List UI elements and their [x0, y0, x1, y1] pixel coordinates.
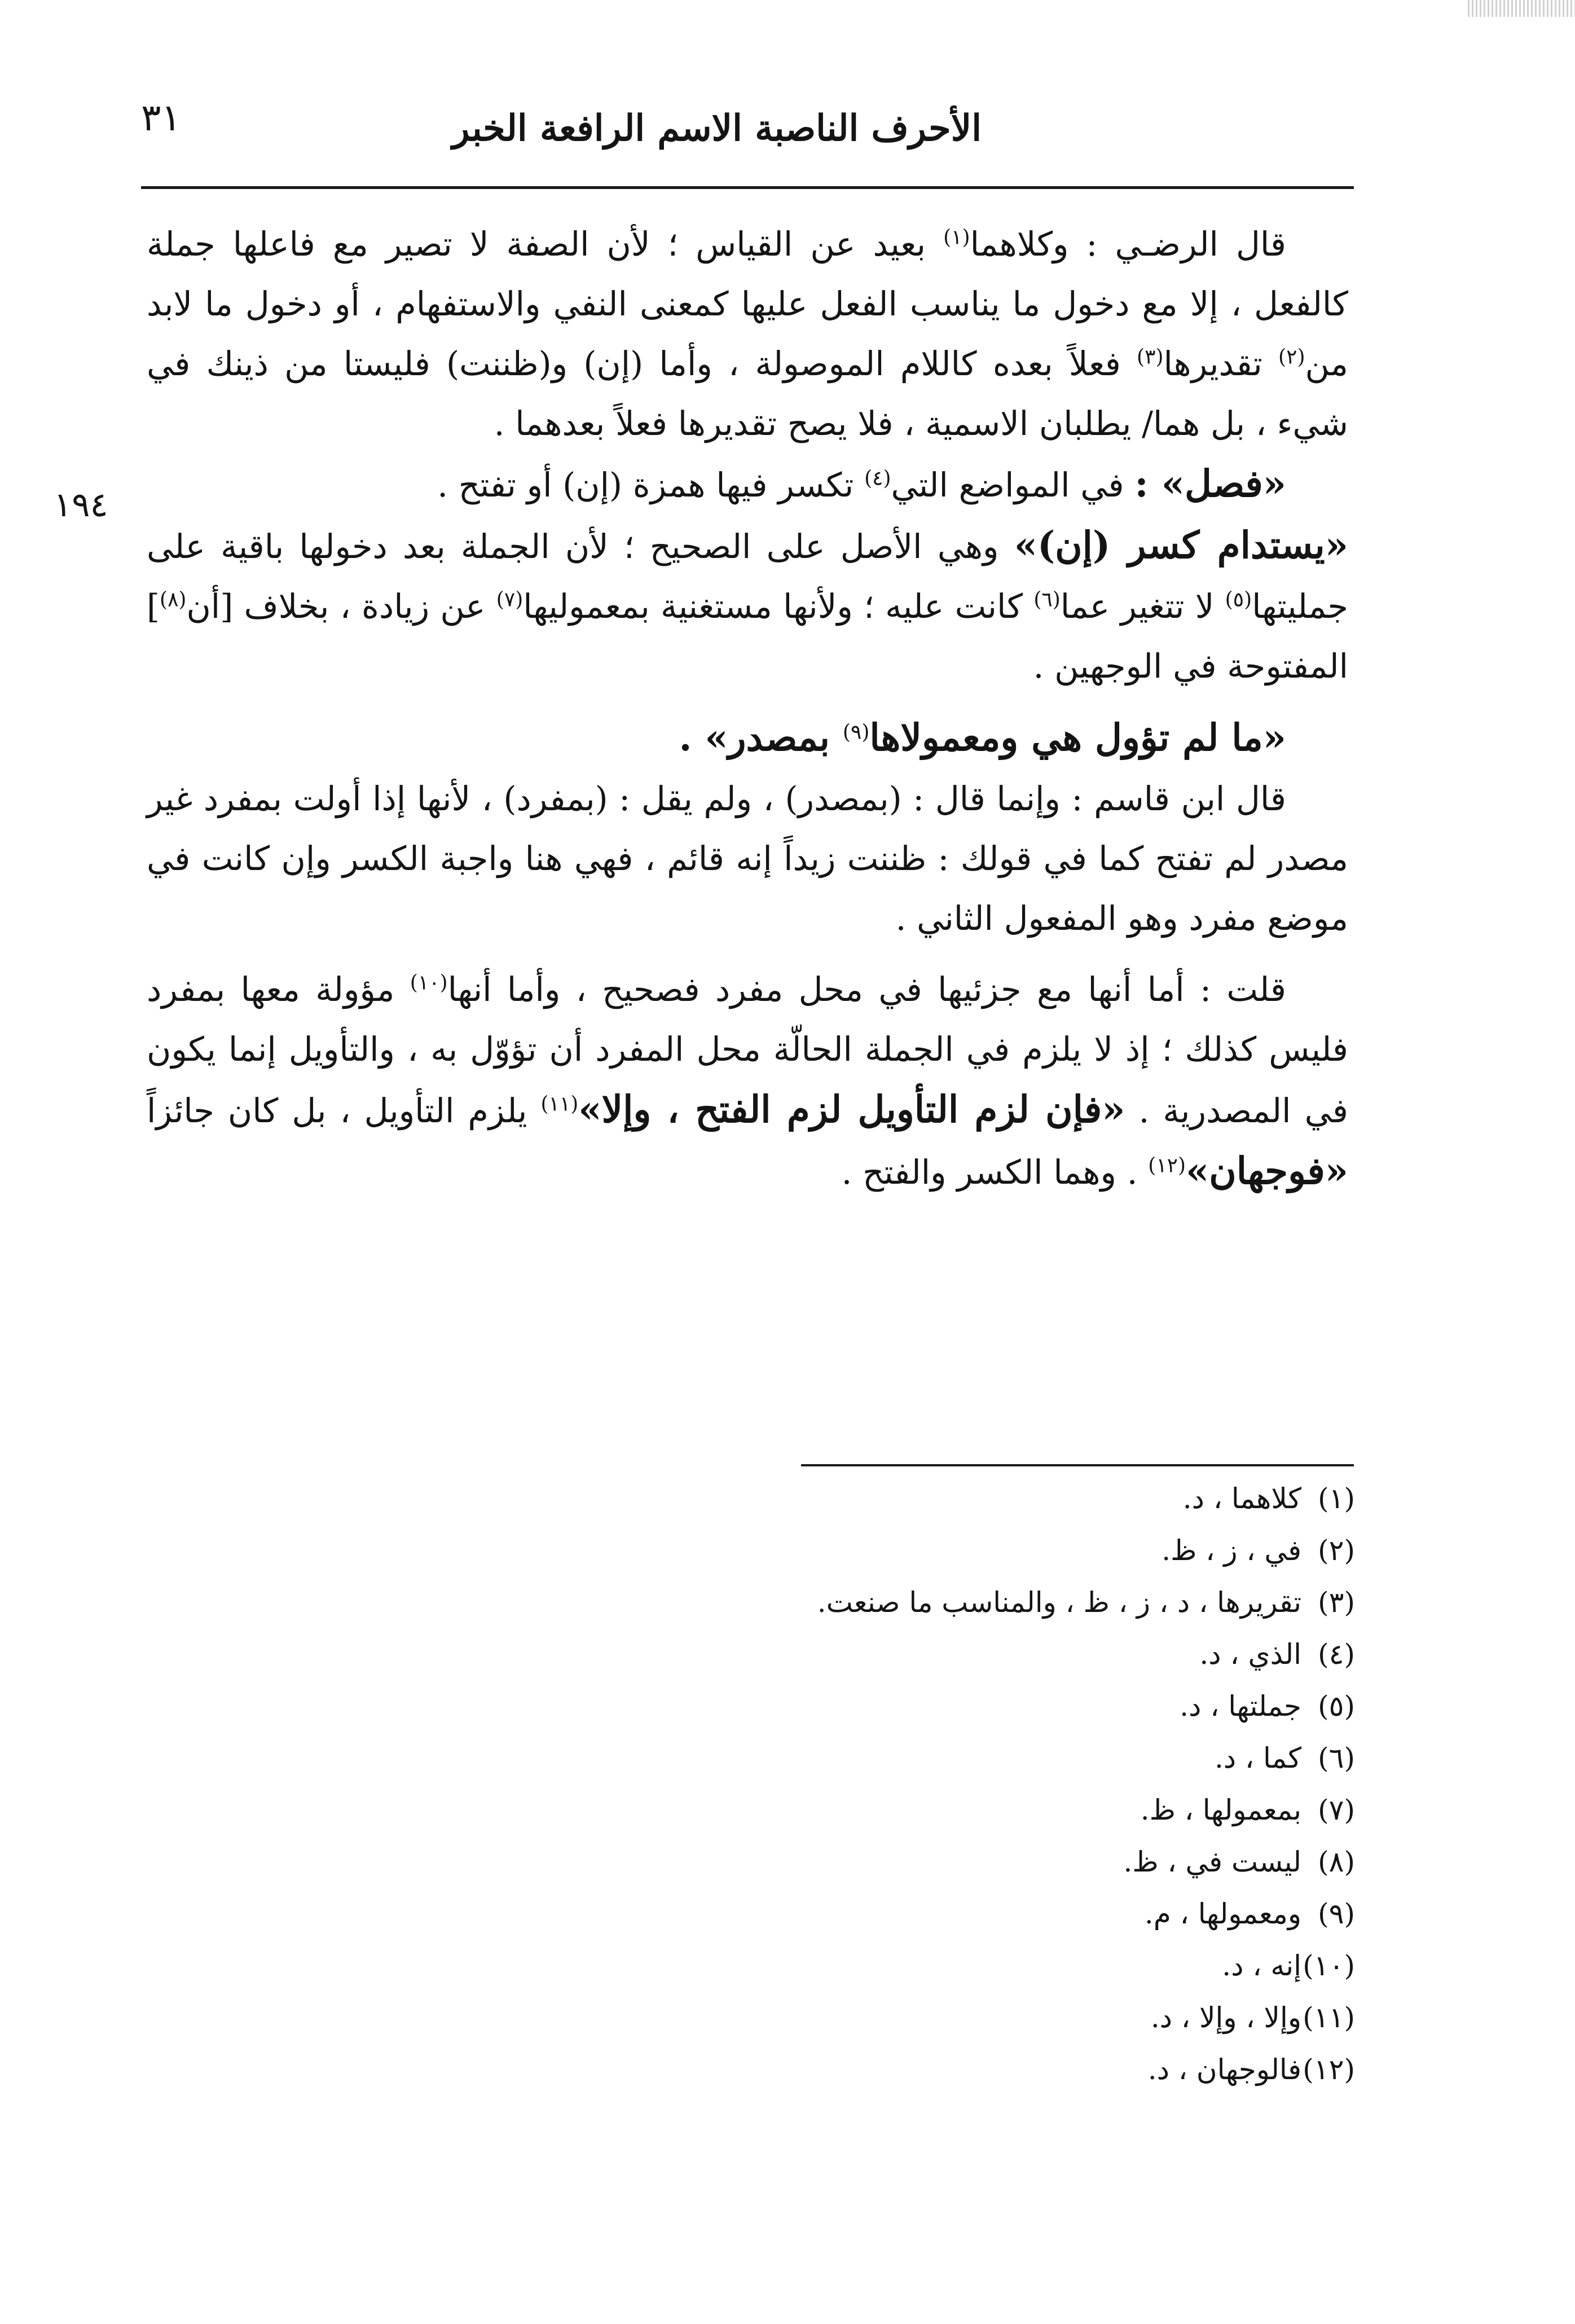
footnote-item — [452, 1473, 1355, 1525]
running-title: الأحرف الناصبة الاسم الرافعة الخبر — [452, 107, 982, 150]
section-keyword: «فصل» : — [1134, 462, 1286, 506]
footnote-text: تقريرها ، د ، ز ، ظ ، والمناسب ما صنعت. — [817, 1586, 1301, 1619]
paragraph-ibn-qasim — [147, 769, 1348, 948]
text-run: ] المفتوحة في الوجهين . — [147, 587, 1348, 686]
footnote-ref: (٥) — [1225, 588, 1252, 612]
text-run: لا تتغير عما — [1060, 587, 1225, 626]
text-run: بعيد عن القياس ؛ لأن الصفة لا تصير مع فاعلها جملة — [147, 225, 944, 263]
footnote-item — [452, 2044, 1355, 2095]
footnote-separator — [801, 1464, 1354, 1466]
text-run: قال ابن قاسم : وإنما قال : (بمصدر) ، ولم يقل : (بمفرد) ، لأنها إذا أولت بمفرد — [203, 779, 1287, 818]
text-run: قلت : أما أنها مع جزئيها في محل مفرد فصحيح ، وأما أنها — [447, 970, 1287, 1009]
text-run: عن زيادة ، — [340, 587, 496, 626]
footnote-text: ليست في ، ظ. — [1123, 1846, 1301, 1878]
matn-quote: «فإن لزم التأويل لزم الفتح ، وإلا» — [578, 1087, 1125, 1131]
matn-quote: «فوجهان» — [1186, 1149, 1348, 1193]
footnote-ref: (١٠) — [410, 971, 448, 995]
paragraph-kasr — [147, 515, 1348, 696]
text-run: في المواضع التي — [891, 465, 1135, 504]
paragraph-matn-heading — [147, 708, 1348, 769]
footnote-number: (١١) — [1303, 2001, 1355, 2034]
footnote-ref: (٨) — [160, 588, 187, 612]
text-run: في المصدرية . — [1125, 1091, 1348, 1130]
text-run: بخلاف [أن — [186, 587, 329, 626]
footnote-item — [452, 1992, 1355, 2044]
footnote-text: كلاهما ، د. — [1182, 1482, 1301, 1515]
text-run: فليس كذلك ؛ إذ لا يلزم في الجملة الحالّة محل المفرد أن تؤوّل به ، والتأويل إنما يكون — [147, 1030, 1348, 1069]
footnote-text: كما ، د. — [1214, 1742, 1301, 1774]
footnote-item — [452, 1888, 1355, 1940]
footnote-item — [452, 1680, 1355, 1732]
footnote-ref: (٧) — [496, 588, 523, 612]
footnote-item — [452, 1784, 1355, 1836]
text-run: على جمليتها — [147, 527, 1349, 626]
footnote-ref: (١١) — [540, 1092, 579, 1116]
footnote-number: (١) — [1318, 1482, 1355, 1515]
footnote-number: (٣) — [1318, 1586, 1355, 1619]
paragraph-radi — [147, 214, 1348, 454]
footnote-item — [452, 1576, 1355, 1628]
header-rule — [141, 186, 1354, 189]
footnote-text: بمعمولها ، ظ. — [1140, 1794, 1301, 1826]
footnote-number: (٢) — [1318, 1534, 1355, 1567]
matn-quote: بمصدر» . — [679, 715, 843, 759]
text-run: ذينك في شيء ، بل هما/ يطلبان الاسمية ، فلا يصح تقديرها فعلاً بعدهما . — [147, 344, 1348, 443]
footnote-text: الذي ، د. — [1199, 1638, 1301, 1671]
text-run: فعلاً بعده كاللام الموصولة ، وأما (إن) و(ظننت) فليستا من — [284, 344, 1137, 383]
footnote-text: وإلا ، وإلا ، د. — [1150, 2001, 1301, 2034]
text-run: كانت عليه ؛ ولأنها مستغنية بمعموليها — [523, 587, 1034, 626]
text-run: مؤولة معها بمفرد — [147, 970, 410, 1009]
footnote-ref: (٣) — [1137, 345, 1164, 369]
body-text — [147, 214, 1348, 1202]
margin-page-marker: ١٩٤ — [54, 485, 108, 525]
footnote-ref: (٢) — [1278, 345, 1305, 369]
footnote-ref: (٩) — [842, 721, 870, 744]
text-run: كالفعل ، إلا مع دخول ما يناسب الفعل عليها كمعنى النفي والاستفهام ، أو دخول — [245, 284, 1349, 323]
paragraph-qultu — [147, 960, 1348, 1202]
footnote-number: (٨) — [1318, 1846, 1355, 1878]
footnote-ref: (٤) — [864, 467, 891, 490]
footnote-number: (٥) — [1318, 1690, 1355, 1723]
text-run: . وهما الكسر والفتح . — [841, 1153, 1149, 1192]
text-run: ما لابد من — [147, 284, 1348, 383]
footnote-text: ومعمولها ، م. — [1144, 1897, 1301, 1930]
footnotes-list — [452, 1473, 1355, 2095]
footnote-text: إنه ، د. — [1222, 1949, 1301, 1982]
footnote-item — [452, 1628, 1355, 1680]
footnote-number: (٧) — [1318, 1794, 1355, 1826]
text-run: كانت في موضع مفرد وهو المفعول الثاني . — [147, 839, 1348, 938]
footnote-ref: (٦) — [1033, 588, 1061, 612]
page-number: ٣١ — [141, 96, 181, 139]
footnote-number: (٤) — [1318, 1638, 1355, 1671]
text-run: جائزاً — [147, 1091, 214, 1130]
footnote-text: فالوجهان ، د. — [1147, 2053, 1301, 2086]
footnote-text: جملتها ، د. — [1180, 1690, 1301, 1723]
footnote-item — [452, 1940, 1355, 1992]
footnote-number: (١٢) — [1303, 2053, 1355, 2086]
text-run: تقديرها — [1163, 344, 1279, 383]
footnote-number: (٦) — [1318, 1742, 1355, 1774]
footnote-ref: (١٢) — [1148, 1154, 1186, 1178]
text-run: قال الرضـي : وكلاهما — [970, 225, 1286, 263]
text-run: يلزم التأويل ، بل كان — [227, 1091, 541, 1130]
paragraph-fasl — [147, 454, 1348, 515]
text-run: تكسر فيها همزة (إن) أو تفتح . — [437, 465, 865, 504]
footnote-ref: (١) — [943, 226, 970, 249]
matn-quote: «يستدام كسر (إن)» — [1014, 523, 1348, 567]
matn-quote: «ما لم تؤول هي ومعمولاها — [869, 715, 1286, 759]
footnote-number: (٩) — [1318, 1897, 1355, 1930]
footnote-number: (١٠) — [1303, 1949, 1355, 1982]
text-run: وهي الأصل على الصحيح ؛ لأن الجملة بعد دخولها باقية — [221, 527, 1014, 566]
footnote-item — [452, 1836, 1355, 1888]
running-header — [141, 90, 1354, 175]
footnote-item — [452, 1525, 1355, 1576]
footnote-text: في ، ز ، ظ. — [1162, 1534, 1301, 1567]
scan-speckle — [1468, 0, 1575, 17]
footnote-item — [452, 1732, 1355, 1784]
text-run: غير مصدر لم تفتح كما في قولك : ظننت زيداً إنه قائم ، فهي هنا واجبة الكسر وإن — [147, 779, 1348, 878]
